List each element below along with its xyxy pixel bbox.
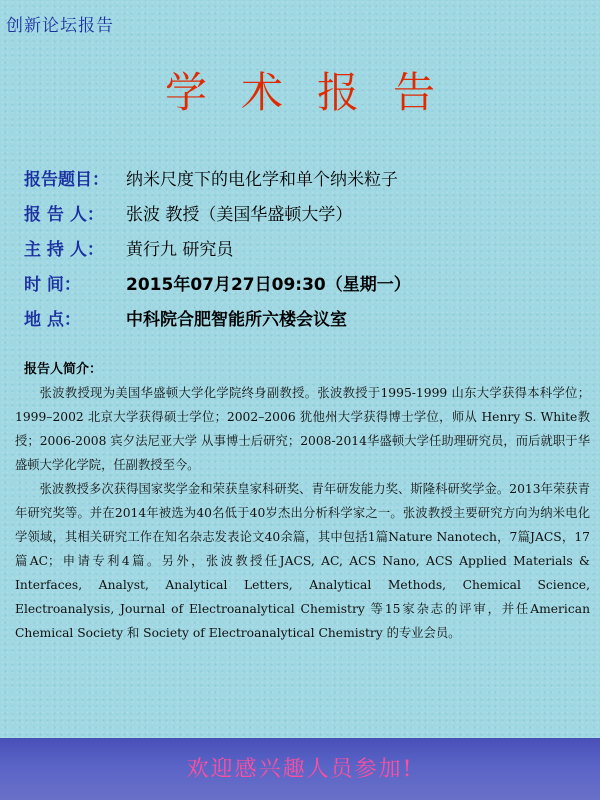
time-label: 时 间： bbox=[24, 275, 81, 295]
location-label: 地 点： bbox=[24, 310, 81, 330]
bio-paragraph-1: 张波教授现为美国华盛顿大学化学院终身副教授。张波教授于1995-1999 山东大学获得本科学位；1999–2002 北京大学获得硕士学位；2002–2006 犹他州大学获得博士学位，师从 Henry S. White教授；2006-2008 宾夕法尼亚大学 从事博士后研究；2008-2014华盛顿大学任助理研究员，而后就职于华盛顿大学化学院，任副教授至今。 bbox=[15, 386, 590, 472]
forum-label: 创新论坛报告 bbox=[6, 16, 114, 36]
info-row-speaker bbox=[24, 195, 584, 230]
info-row-host bbox=[24, 230, 584, 265]
report-info bbox=[24, 160, 584, 335]
topic-value: 纳米尺度下的电化学和单个纳米粒子 bbox=[126, 170, 398, 190]
speaker-label: 报 告 人： bbox=[24, 205, 104, 225]
info-row-topic bbox=[24, 160, 584, 195]
footer-banner bbox=[0, 738, 600, 800]
welcome-message: 欢迎感兴趣人员参加! bbox=[186, 756, 414, 782]
topic-label: 报告题目： bbox=[24, 170, 109, 190]
page-title: 学术报告 bbox=[164, 68, 469, 117]
time-value: 2015年07月27日09:30（星期一） bbox=[126, 275, 411, 295]
bio-heading: 报告人简介： bbox=[24, 362, 103, 377]
bio-paragraph-2: 张波教授多次获得国家奖学金和荣获皇家科研奖、青年研发能力奖、斯隆科研奖学金。2013年荣获青年研究奖等。并在2014年被选为40名低于40岁杰出分析科学家之一。张波教授主要研究方向为纳米电化学领域，其相关研究工作在知名杂志发表论文40余篇，其中包括1篇Nature Nanotech，7篇JACS，17篇AC；申请专利4篇。另外，张波教授任JACS, AC, ACS Nano, ACS Applied Materials & Interfaces, Analyst, Analytical Letters, Analytical Methods, Chemical Science, Electroanalysis, Journal of Electroanalytical Chemistry 等15家杂志的评审，并任American Chemical Society 和 Society of Electroanalytical Chemistry 的专业会员。 bbox=[15, 482, 590, 640]
host-value: 黄行九 研究员 bbox=[126, 240, 234, 260]
location-value: 中科院合肥智能所六楼会议室 bbox=[126, 310, 347, 330]
speaker-value: 张波 教授（美国华盛顿大学） bbox=[126, 205, 353, 225]
host-label: 主 持 人： bbox=[24, 240, 104, 260]
info-row-location bbox=[24, 300, 584, 335]
speaker-bio bbox=[15, 381, 590, 645]
info-row-time bbox=[24, 265, 584, 300]
